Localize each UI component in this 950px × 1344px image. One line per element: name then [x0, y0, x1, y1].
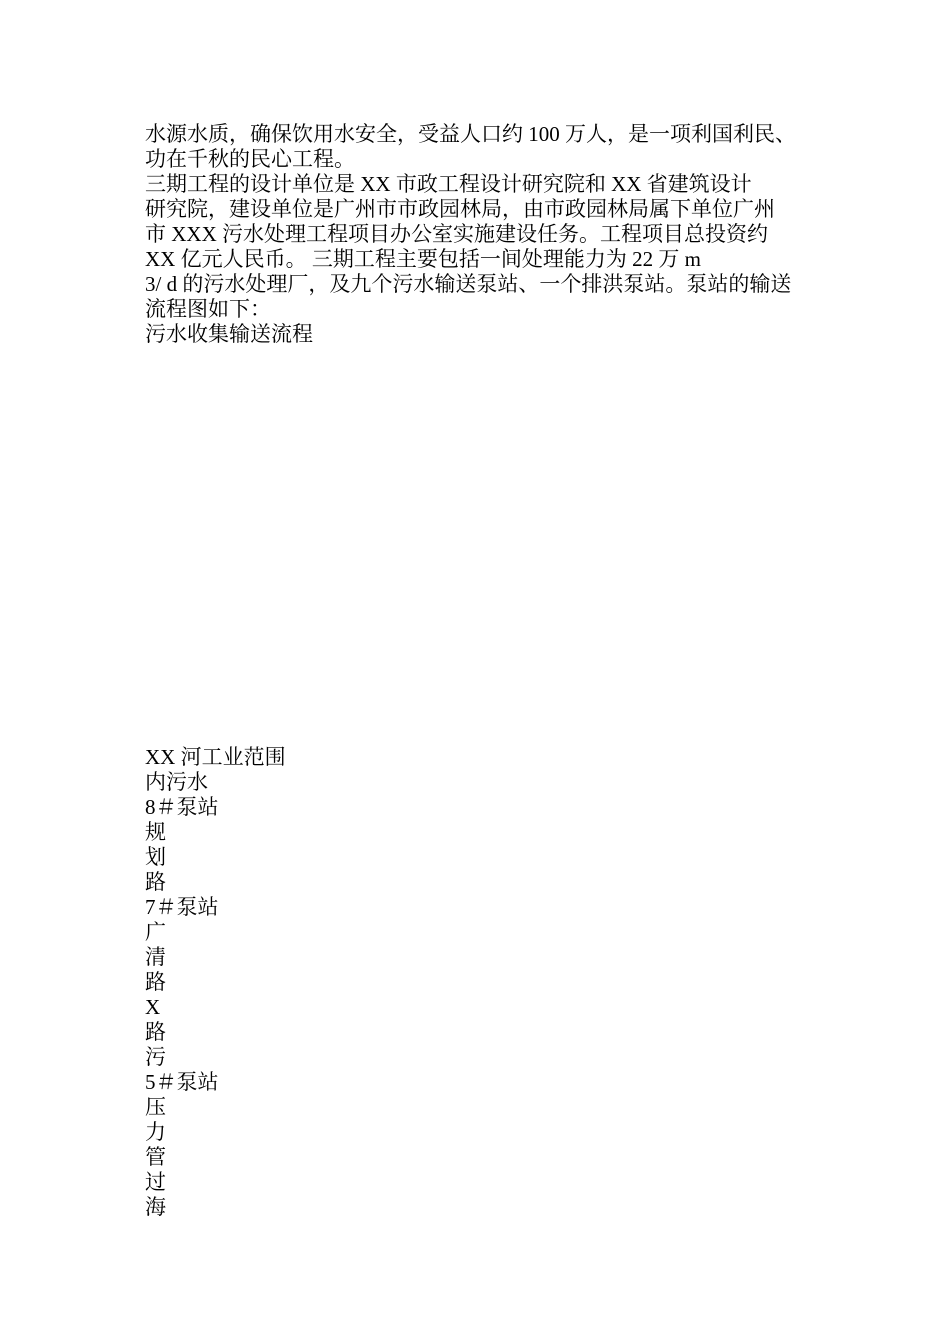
- flowchart-label: 过: [145, 1170, 166, 1194]
- flowchart-label: 内污水: [145, 770, 208, 794]
- text-line: 功在千秋的民心工程。: [145, 147, 355, 171]
- flowchart-label: 7＃泵站: [145, 895, 219, 919]
- document-body: [145, 122, 810, 347]
- flowchart-label: X: [145, 995, 161, 1019]
- flowchart-label: 路: [145, 970, 166, 994]
- flowchart-label: 划: [145, 845, 166, 869]
- text-line: XX 亿元人民币。 三期工程主要包括一间处理能力为 22 万 m: [145, 247, 701, 271]
- flowchart-label: 清: [145, 945, 166, 969]
- flowchart-label: XX 河工业范围: [145, 745, 286, 769]
- text-line: 水源水质，确保饮用水安全，受益人口约 100 万人，是一项利国利民、: [145, 122, 796, 146]
- flowchart-label: 污: [145, 1045, 166, 1069]
- flowchart-label: 广: [145, 920, 166, 944]
- flowchart-label: 路: [145, 870, 166, 894]
- flowchart-label: 力: [145, 1120, 166, 1144]
- flowchart-label: 管: [145, 1145, 166, 1169]
- flowchart-labels: [145, 745, 445, 1220]
- flowchart-label: 5＃泵站: [145, 1070, 219, 1094]
- text-line: 流程图如下：: [145, 297, 271, 321]
- text-line: 市 XXX 污水处理工程项目办公室实施建设任务。工程项目总投资约: [145, 222, 768, 246]
- flowchart-label: 海: [145, 1195, 166, 1219]
- text-line: 研究院，建设单位是广州市市政园林局，由市政园林局属下单位广州: [145, 197, 775, 221]
- text-line: 三期工程的设计单位是 XX 市政工程设计研究院和 XX 省建筑设计: [145, 172, 752, 196]
- text-line: 3/ d 的污水处理厂，及九个污水输送泵站、一个排洪泵站。泵站的输送: [145, 272, 792, 296]
- paragraph-intro: [145, 122, 810, 172]
- figure-caption: 污水收集输送流程: [145, 322, 313, 346]
- flowchart-label: 路: [145, 1020, 166, 1044]
- flowchart-label: 压: [145, 1095, 166, 1119]
- flowchart-label: 规: [145, 820, 166, 844]
- paragraph-project-info: [145, 172, 810, 322]
- flowchart-label: 8＃泵站: [145, 795, 219, 819]
